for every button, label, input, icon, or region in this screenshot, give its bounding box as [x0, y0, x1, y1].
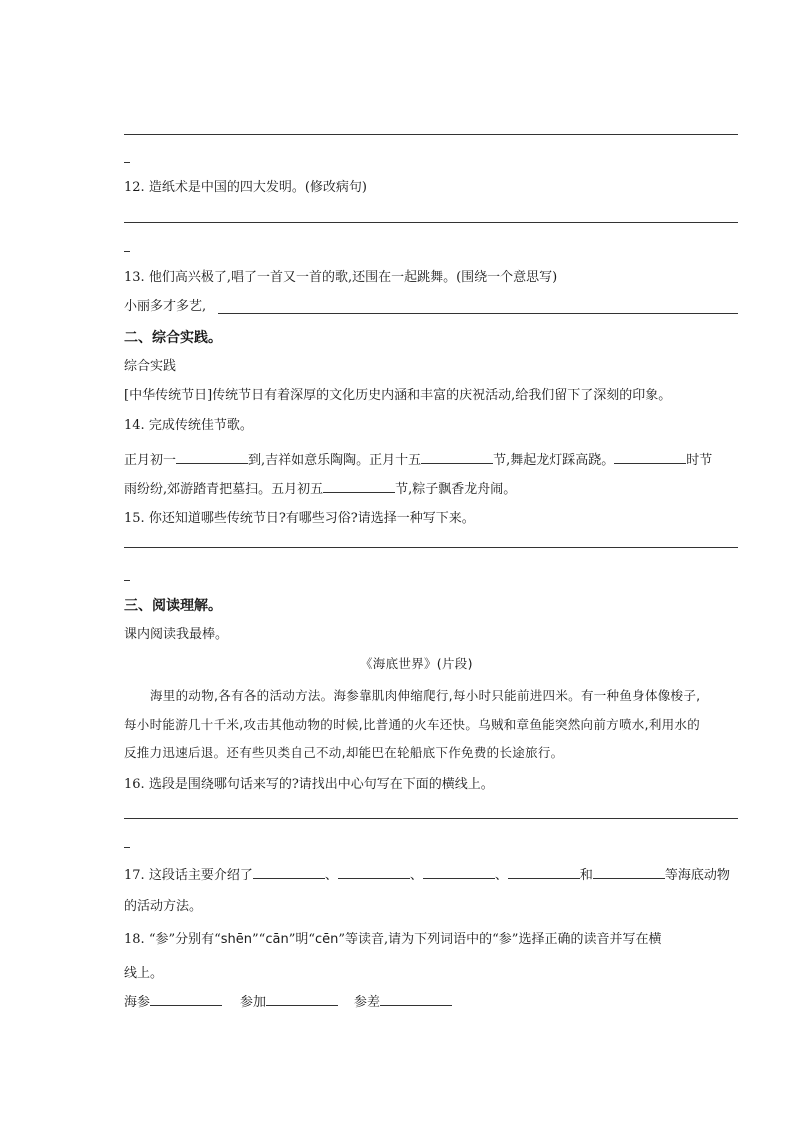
- festival-song-line-1: 正月初一 到,吉祥如意乐陶陶。正月十五 节,舞起龙灯踩高跷。 时节: [124, 453, 713, 468]
- question-18: 18. “参”分别有“shēn”“cān”明“cēn”等读音,请为下列词语中的“参”选择正确的读音并写在横: [124, 932, 662, 947]
- question-number: 12.: [124, 180, 145, 195]
- passage-title: 《海底世界》(片段): [360, 656, 473, 671]
- passage-paragraph-line: 每小时能游几十千米,攻击其他动物的时候,比普通的火车还快。乌贼和章鱼能突然向前方喷水,利用水的: [124, 717, 701, 732]
- pinyin: cēn: [314, 932, 339, 947]
- question-17: 17. 这段话主要介绍了 、 、 、 和 等海底动物: [124, 868, 730, 883]
- question-12: [124, 180, 367, 196]
- answer-line[interactable]: [124, 222, 738, 223]
- answer-line-end: [124, 251, 130, 252]
- question-number: 17.: [124, 868, 145, 883]
- question-text: 选段是围绕哪句话来写的?请找出中心句写在下面的横线上。: [148, 777, 494, 792]
- pinyin: cān: [265, 932, 289, 947]
- word-item-2: 参加: [240, 993, 338, 1011]
- answer-line[interactable]: [124, 818, 738, 819]
- question-17-continued: 的活动方法。: [124, 899, 203, 914]
- question-number: 16.: [124, 777, 145, 792]
- question-text: 造纸术是中国的四大发明。(修改病句): [148, 180, 367, 195]
- fill-blank[interactable]: [593, 866, 665, 879]
- fill-blank[interactable]: [380, 993, 452, 1006]
- fill-blank[interactable]: [253, 866, 325, 879]
- fill-blank[interactable]: [176, 451, 248, 464]
- festival-song-line-2: 雨纷纷,郊游踏青把墓扫。五月初五 节,粽子飘香龙舟闹。: [124, 482, 517, 497]
- fill-blank[interactable]: [150, 993, 222, 1006]
- question-18-continued: 线上。: [124, 966, 164, 981]
- question-number: 15.: [124, 511, 145, 526]
- question-15: [124, 511, 475, 527]
- question-13: [124, 270, 557, 286]
- fill-blank[interactable]: [421, 451, 493, 464]
- answer-line-end: [124, 847, 130, 848]
- fill-blank[interactable]: [508, 866, 580, 879]
- answer-line-end: [124, 162, 130, 163]
- section-intro: [中华传统节日]传统节日有着深厚的文化历史内涵和丰富的庆祝活动,给我们留下了深刻的印象。: [124, 388, 672, 403]
- fill-blank[interactable]: [266, 993, 338, 1006]
- passage-paragraph-line: 海里的动物,各有各的活动方法。海参靠肌肉伸缩爬行,每小时只能前进四米。有一种鱼身体像梭子,: [150, 688, 701, 703]
- answer-line[interactable]: [124, 547, 738, 548]
- passage-paragraph-line: 反推力迅速后退。还有些贝类自己不动,却能巴在轮船底下作免费的长途旅行。: [124, 745, 564, 760]
- section-subtitle: 课内阅读我最棒。: [124, 627, 229, 642]
- question-text: 你还知道哪些传统节日?有哪些习俗?请选择一种写下来。: [148, 511, 475, 526]
- fill-blank[interactable]: [338, 866, 410, 879]
- question-number: 13.: [124, 270, 145, 285]
- question-14: [124, 418, 253, 434]
- question-number: 14.: [124, 418, 145, 433]
- answer-prefix: 小丽多才多艺,: [124, 299, 207, 314]
- question-text: 完成传统佳节歌。: [148, 418, 253, 433]
- fill-blank[interactable]: [323, 480, 395, 493]
- question-text: 他们高兴极了,唱了一首又一首的歌,还围在一起跳舞。(围绕一个意思写): [148, 270, 558, 285]
- word-item-3: 参差: [354, 993, 452, 1011]
- word-item-1: 海参: [124, 993, 222, 1011]
- answer-line-end: [124, 580, 130, 581]
- fill-blank[interactable]: [423, 866, 495, 879]
- question-16: [124, 777, 494, 793]
- answer-line[interactable]: [218, 313, 738, 314]
- pinyin: shēn: [220, 932, 253, 947]
- fill-blank[interactable]: [614, 451, 686, 464]
- section-subtitle: 综合实践: [124, 359, 177, 374]
- section-title: 二、综合实践。: [124, 330, 222, 346]
- question-number: 18.: [124, 932, 145, 947]
- section-title: 三、阅读理解。: [124, 598, 222, 614]
- answer-line: [124, 134, 738, 135]
